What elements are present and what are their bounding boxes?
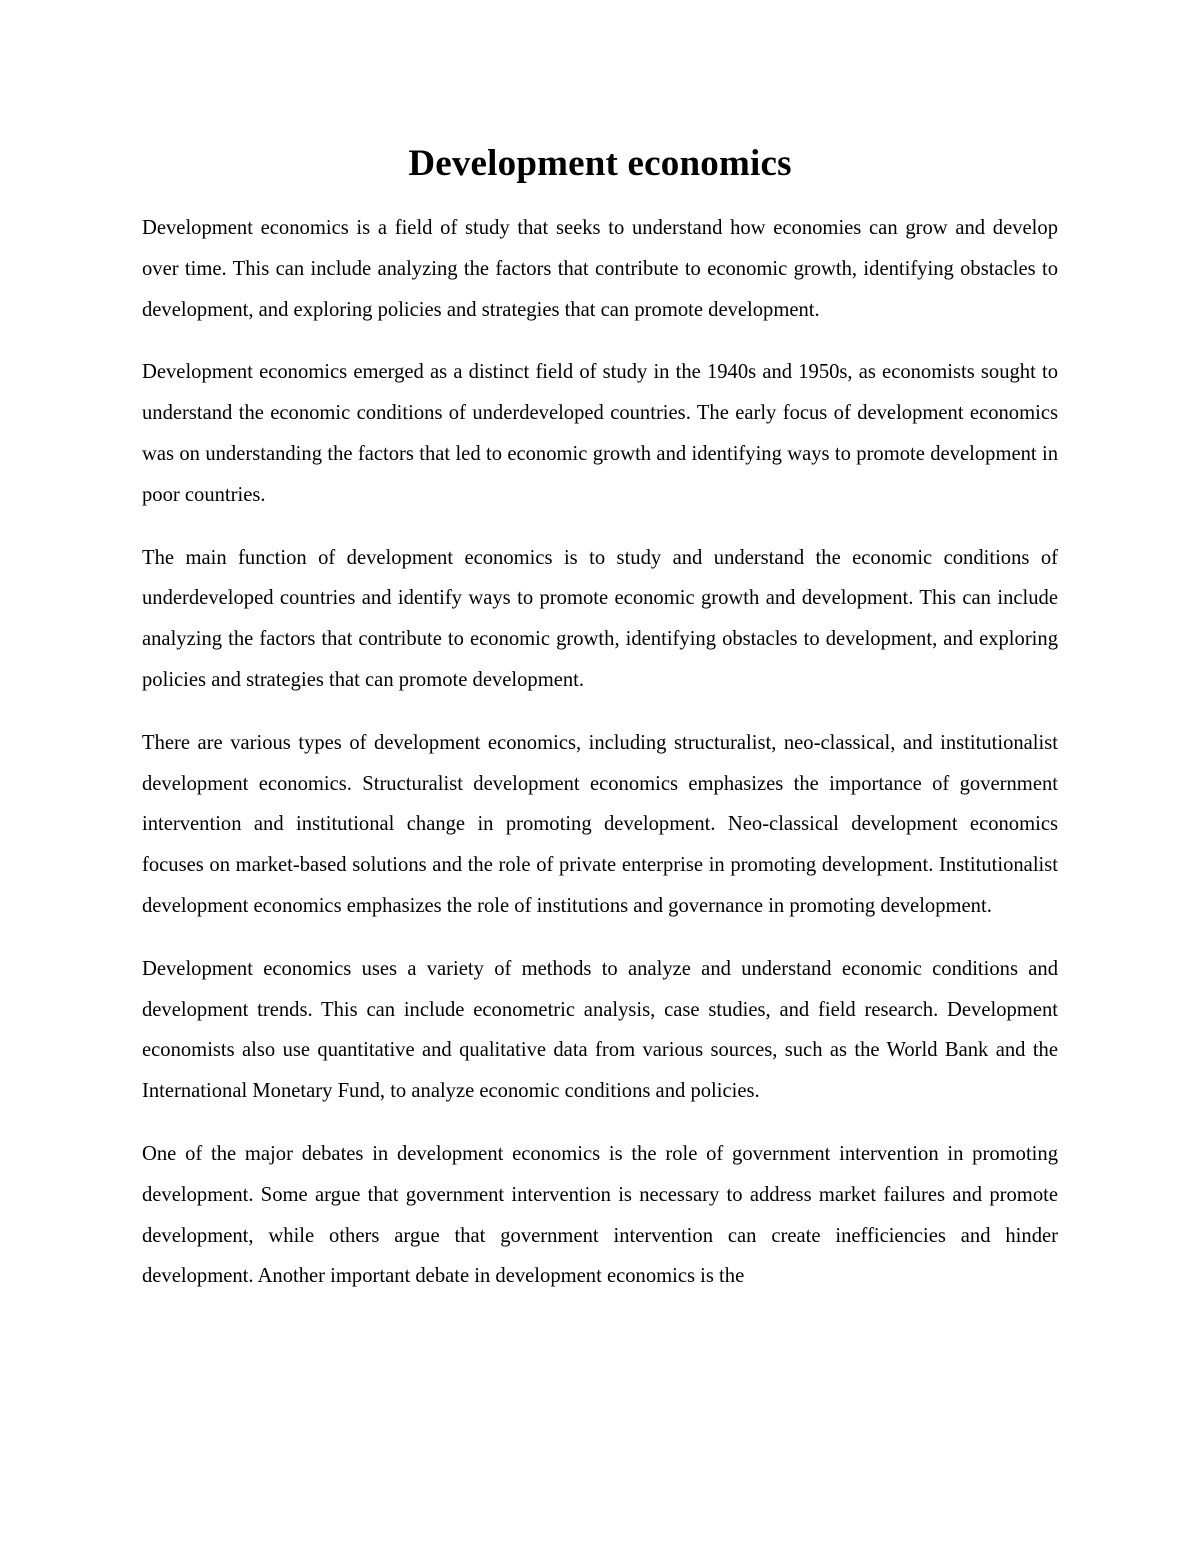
document-page: [142, 136, 1058, 1319]
paragraph-2: Development economics emerged as a distinct field of study in the 1940s and 1950s, as economists sought to understand the economic conditions of underdeveloped countries. The early focus of development economics was on understanding the factors that led to economic growth and identifying ways to promote development in poor countries.: [142, 361, 1058, 506]
paragraph-6: One of the major debates in development economics is the role of government intervention in promoting development. Some argue that government intervention is necessary to address market failures and promote development, while others argue that government intervention can create inefficiencies and hinder development. Another important debate in development economics is the: [142, 1142, 1058, 1288]
paragraph-5: Development economics uses a variety of methods to analyze and understand economic conditions and development trends. This can include econometric analysis, case studies, and field research. Development economists also use quantitative and qualitative data from various sources, such as the World Bank and the International Monetary Fund, to analyze economic conditions and policies.: [142, 957, 1058, 1103]
paragraph-1: Development economics is a field of study that seeks to understand how economies can grow and develop over time. This can include analyzing the factors that contribute to economic growth, identifying obstacles to development, and exploring policies and strategies that can promote development.: [142, 217, 1058, 321]
document-title: Development economics: [408, 143, 792, 184]
paragraph-4: There are various types of development economics, including structuralist, neo-classical, and institutionalist development economics. Structuralist development economics emphasizes the importance of government intervention and institutional change in promoting development. Neo-classical development economics focuses on market-based solutions and the role of private enterprise in promoting development. Institutionalist development economics emphasizes the role of institutions and governance in promoting development.: [142, 731, 1058, 917]
paragraph-3: The main function of development economics is to study and understand the economic conditions of underdeveloped countries and identify ways to promote economic growth and development. This can include analyzing the factors that contribute to economic growth, identifying obstacles to development, and exploring policies and strategies that can promote development.: [142, 546, 1058, 691]
